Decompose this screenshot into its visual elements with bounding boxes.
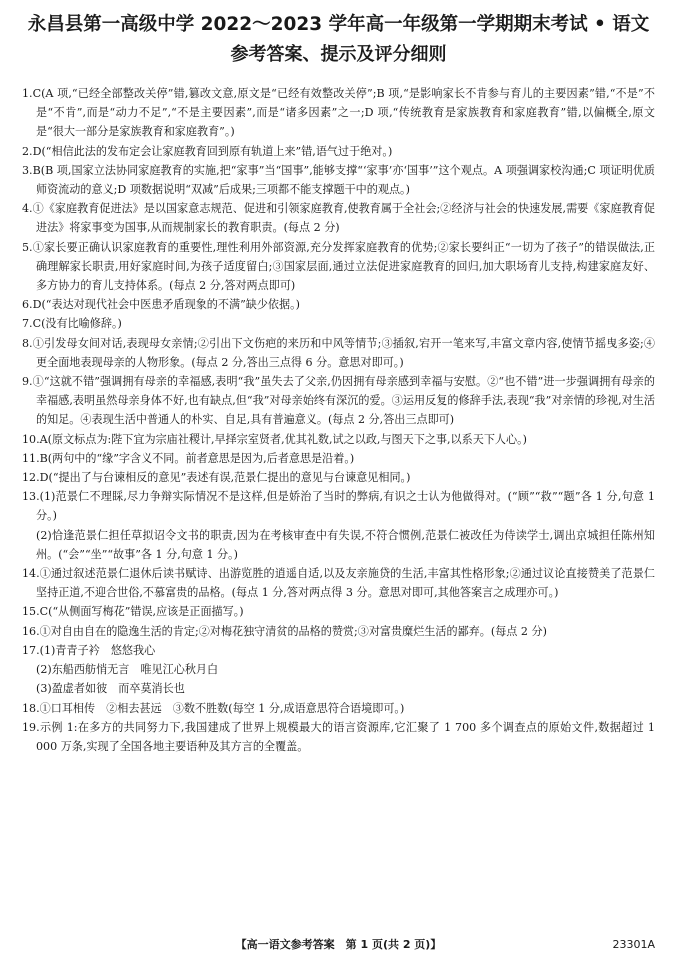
- page-footer: [0, 936, 677, 954]
- answer-item-4: 4.①《家庭教育促进法》是以国家意志规范、促进和引领家庭教育,使教育属于全社会;②经济与社会的快速发展,需要《家庭教育促进法》将家事变为国事,从而规制家长的教育职责。(每点 2 分): [22, 202, 655, 235]
- answer-item-17-3: (3)盈虚者如彼 而卒莫消长也: [36, 682, 185, 696]
- answer-item-6: 6.D(“表达对现代社会中医患矛盾现象的不满”缺少依据。): [22, 298, 300, 312]
- answer-item-3: 3.B(B 项,国家立法协同家庭教育的实施,把“家事”当“国事”,能够支撑“‘家事’亦‘国事’”这个观点。A 项强调家校沟通;C 项证明优质师资流动的意义;D 项数据说明“双减”后成果;三项都不能支撑题干中的观点。): [22, 163, 655, 197]
- answer-item-8: 8.①引发母女间对话,表现母女亲情;②引出下文伤疤的来历和中风等情节;③插叙,宕开一笔来写,丰富文章内容,使情节摇曳多姿;④更全面地表现母亲的人物形象。(每点 2 分,答出三点得 6 分。意思对即可。): [22, 336, 655, 369]
- document-code: 23301A: [612, 938, 655, 951]
- answer-list: [22, 84, 655, 756]
- answer-item-15: 15.C(“从侧面写梅花”错误,应该是正面描写。): [22, 605, 244, 619]
- answer-item-9: 9.①“这就不错”强调拥有母亲的幸福感,表明“我”虽失去了父亲,仍因拥有母亲感到幸福与安慰。②“也不错”进一步强调拥有母亲的幸福感,表明虽然母亲身体不好,也有缺点,但“我”对母亲始终有深沉的爱。③运用反复的修辞手法,表现“我”对亲情的珍视,对生活的知足。④表现生活中普通人的朴实、自足,具有普遍意义。(每点 2 分,答出三点即可): [22, 375, 655, 427]
- answer-item-12: 12.D(“提出了与台谏相反的意见”表述有误,范景仁提出的意见与台谏意见相同。): [22, 471, 411, 485]
- answer-item-19: 19.示例 1:在多方的共同努力下,我国建成了世界上规模最大的语言资源库,它汇聚了 1 700 多个调查点的原始文件,数据超过 1 000 万条,实现了全国各地主要语种及其方言的全覆盖。: [22, 720, 655, 753]
- answer-item-7: 7.C(没有比喻修辞。): [22, 317, 122, 331]
- answer-item-1: 1.C(A 项,“已经全部整改关停”错,篡改文意,原文是“已经有效整改关停”;B 项,“是影响家长不肯参与育儿的主要因素”错,“不是”不是“不肯”,而是“动力不足”,“不是主要因素”,而是“诸多因素”之一;D 项,“传统教育是家族教育和家庭教育”错,以偏概全,原文是“很大一部分是家族教育和家庭教育”。): [22, 87, 655, 139]
- answer-item-17-1: 17.(1)青青子衿 悠悠我心: [22, 643, 156, 657]
- page-title: 永昌县第一高级中学 2022～2023 学年高一年级第一学期期末考试 • 语文: [27, 14, 650, 35]
- answer-item-16: 16.①对自由自在的隐逸生活的肯定;②对梅花独守清贫的品格的赞赏;③对富贵糜烂生活的鄙弃。(每点 2 分): [22, 624, 547, 638]
- answer-item-18: 18.①口耳相传 ②相去甚远 ③数不胜数(每空 1 分,成语意思符合语境即可。): [22, 701, 405, 715]
- answer-item-10: 10.A(原文标点为:陛下宜为宗庙社稷计,早择宗室贤者,优其礼数,试之以政,与图天下之事,以系天下人心。): [22, 432, 527, 446]
- answer-item-17-2: (2)东船西舫悄无言 唯见江心秋月白: [36, 663, 219, 677]
- page-subtitle: 参考答案、提示及评分细则: [230, 44, 447, 65]
- answer-item-13-2: (2)恰逢范景仁担任草拟诏令文书的职责,因为在考核审查中有失误,不符合惯例,范景仁被改任为侍读学士,调出京城担任陈州知州。(“会”“坐”“故事”各 1 分,句意 1 分。): [36, 528, 655, 561]
- answer-item-5: 5.①家长要正确认识家庭教育的重要性,理性利用外部资源,充分发挥家庭教育的优势;②家长要纠正“一切为了孩子”的错误做法,正确理解家长职责,用好家庭时间,为孩子适度留白;③国家层面,通过立法促进家庭教育的回归,加大职场育儿支持,构建家庭友好、多方协力的育儿支持体系。(每点 2 分,答对两点即可): [22, 240, 655, 293]
- answer-item-2: 2.D(“相信此法的发布定会让家庭教育回到原有轨道上来”错,语气过于绝对。): [22, 144, 393, 158]
- answer-item-14: 14.①通过叙述范景仁退休后读书赋诗、出游览胜的逍遥自适,以及友亲施贷的生活,丰富其性格形象;②通过议论直接赞美了范景仁坚持正道,不迎合世俗,不慕富贵的品格。(每点 1 分,答对两点得 3 分。意思对即可,其他答案言之成理亦可。): [22, 567, 655, 600]
- page-number-label: 【高一语文参考答案 第 1 页(共 2 页)】: [235, 938, 442, 951]
- answer-item-11: 11.B(两句中的“缘”字含义不同。前者意思是因为,后者意思是沿着。): [22, 451, 355, 465]
- answer-item-13-1: 13.(1)范景仁不理睬,尽力争辩实际情况不是这样,但是娇治了当时的弊病,有识之士认为他做得对。(“顾”“救”“题”各 1 分,句意 1 分。): [22, 490, 655, 523]
